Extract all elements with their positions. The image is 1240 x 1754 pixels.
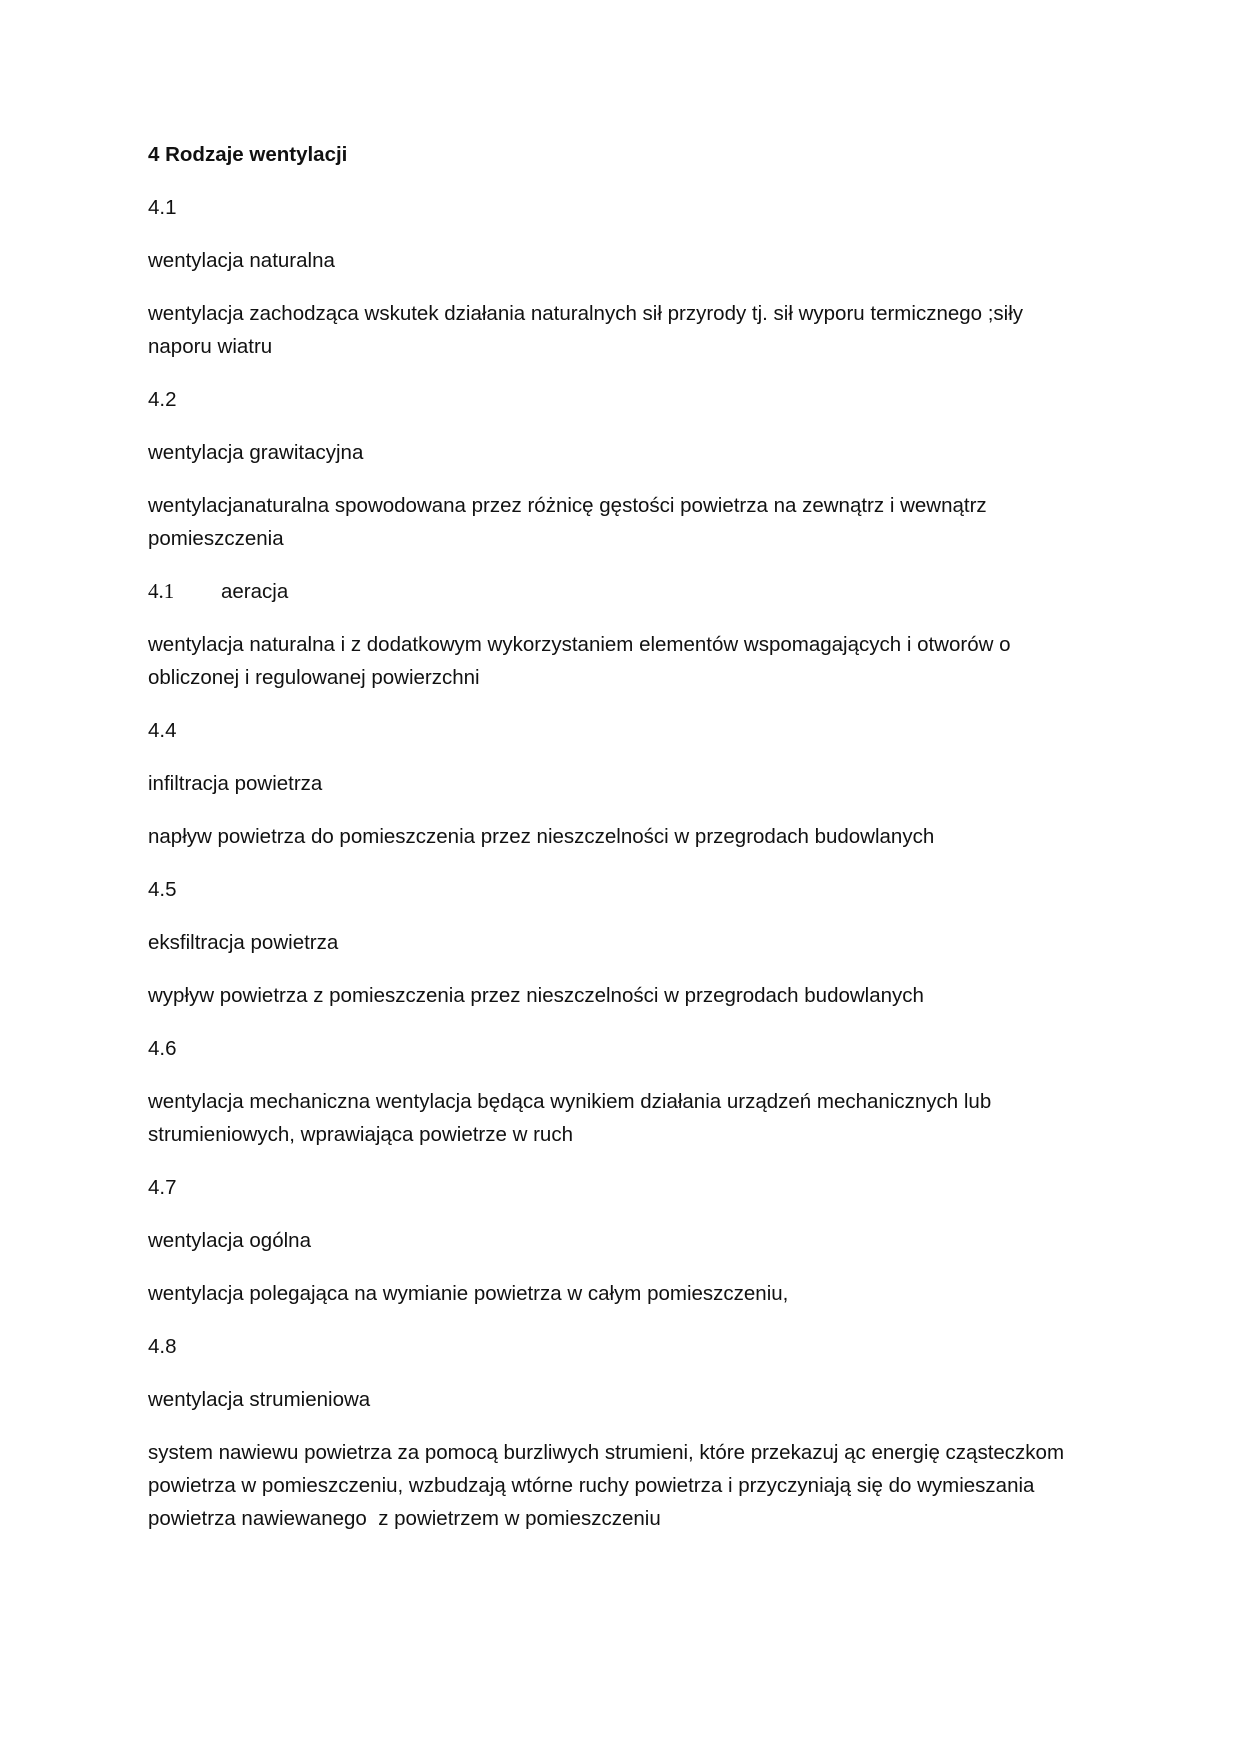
section-definition-line: wypływ powietrza z pomieszczenia przez nieszczelności w przegrodach budowlanych bbox=[148, 984, 924, 1007]
section-term: wentylacja grawitacyjna bbox=[148, 441, 364, 464]
document-heading: 4 Rodzaje wentylacji bbox=[148, 143, 348, 166]
document-page bbox=[148, 138, 1108, 1535]
section-definition-line: powietrza nawiewanego z powietrzem w pomieszczeniu bbox=[148, 1507, 661, 1530]
section-term: aeracja bbox=[221, 580, 289, 603]
section-term: wentylacja naturalna bbox=[148, 249, 335, 272]
section-term: eksfiltracja powietrza bbox=[148, 931, 339, 954]
section-definition-line: napływ powietrza do pomieszczenia przez nieszczelności w przegrodach budowlanych bbox=[148, 825, 935, 848]
section-definition-line: wentylacja zachodząca wskutek działania naturalnych sił przyrody tj. sił wyporu termicznego ;siły bbox=[148, 302, 1024, 325]
section-number: 4.5 bbox=[148, 878, 177, 901]
section-definition-line: wentylacja naturalna i z dodatkowym wykorzystaniem elementów wspomagających i otworów o bbox=[148, 633, 1011, 656]
section-definition-line: system nawiewu powietrza za pomocą burzliwych strumieni, które przekazuj ąc energię cząsteczkom bbox=[148, 1441, 1065, 1464]
section-definition-line: wentylacja polegająca na wymianie powietrza w całym pomieszczeniu, bbox=[148, 1282, 789, 1305]
section-number: 4.1 bbox=[148, 579, 175, 603]
section-number: 4.4 bbox=[148, 719, 177, 742]
section-number: 4.1 bbox=[148, 196, 177, 219]
section-number: 4.7 bbox=[148, 1176, 177, 1199]
section-definition-line: obliczonej i regulowanej powierzchni bbox=[148, 666, 480, 689]
section-term: wentylacja strumieniowa bbox=[148, 1388, 371, 1411]
section-number: 4.2 bbox=[148, 388, 177, 411]
section-definition-line: powietrza w pomieszczeniu, wzbudzają wtórne ruchy powietrza i przyczyniają się do wymieszania bbox=[148, 1474, 1035, 1497]
section-definition-line: pomieszczenia bbox=[148, 527, 284, 550]
section-definition-line: wentylacja mechaniczna wentylacja będąca wynikiem działania urządzeń mechanicznych lub bbox=[148, 1090, 992, 1113]
section-definition-line: strumieniowych, wprawiająca powietrze w ruch bbox=[148, 1123, 573, 1146]
section-definition-line: wentylacjanaturalna spowodowana przez różnicę gęstości powietrza na zewnątrz i wewnątrz bbox=[148, 494, 987, 517]
section-term: wentylacja ogólna bbox=[148, 1229, 311, 1252]
section-number: 4.8 bbox=[148, 1335, 177, 1358]
section-term: infiltracja powietrza bbox=[148, 772, 323, 795]
section-definition-line: naporu wiatru bbox=[148, 335, 273, 358]
section-number: 4.6 bbox=[148, 1037, 177, 1060]
section-number-and-term bbox=[148, 575, 1108, 608]
